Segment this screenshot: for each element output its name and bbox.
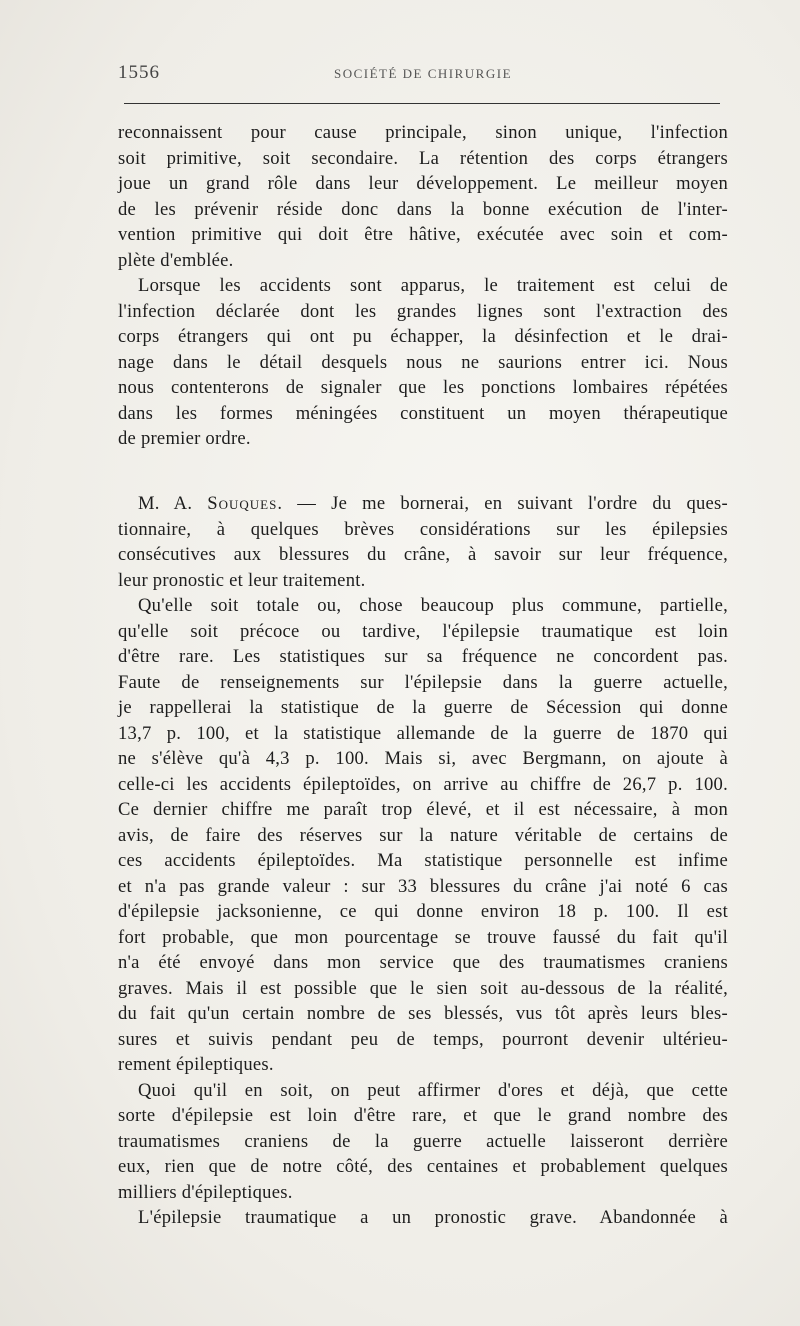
text-line: l'infection déclarée dont les grandes lignes sont l'extraction des	[118, 300, 728, 322]
text-line: d'être rare. Les statistiques sur sa fréquence ne concordent pas.	[118, 646, 728, 667]
text-line: et n'a pas grande valeur : sur 33 blessures du crâne j'ai noté 6 cas	[118, 875, 728, 897]
text-line: Qu'elle soit totale ou, chose beaucoup plus commune, partielle,	[138, 595, 728, 616]
speaker-intro: . — Je me bornerai, en suivant l'ordre du ques-	[277, 493, 728, 514]
text-line: qu'elle soit précoce ou tardive, l'épilepsie traumatique est loin	[118, 620, 728, 642]
text-line: Ce dernier chiffre me paraît trop élevé, et il est nécessaire, à mon	[118, 799, 728, 820]
text-line: milliers d'épileptiques.	[118, 1181, 293, 1203]
text-line: consécutives aux blessures du crâne, à savoir sur leur fréquence,	[118, 544, 728, 565]
text-line: nage dans le détail desquels nous ne saurions entrer ici. Nous	[118, 351, 728, 373]
text-line: tionnaire, à quelques brèves considérations sur les épilepsies	[118, 518, 728, 540]
text-line: plète d'emblée.	[118, 249, 234, 271]
text-line: du fait qu'un certain nombre de ses blessés, vus tôt après leurs bles-	[118, 1003, 728, 1024]
text-line: dans les formes méningées constituent un moyen thérapeutique	[118, 402, 728, 424]
text-line: avis, de faire des réserves sur la nature véritable de certains de	[118, 824, 728, 846]
text-line: eux, rien que de notre côté, des centaines et probablement quelques	[118, 1156, 728, 1177]
page-number: 1556	[118, 62, 160, 83]
text-block-infection	[118, 120, 728, 452]
text-line: Lorsque les accidents sont apparus, le traitement est celui de	[138, 275, 728, 296]
text-line: je rappellerai la statistique de la guerre de Sécession qui donne	[118, 697, 728, 718]
text-line: fort probable, que mon pourcentage se trouve faussé du fait qu'il	[118, 926, 728, 948]
text-line: L'épilepsie traumatique a un pronostic grave. Abandonnée à	[138, 1207, 728, 1228]
text-line: de les prévenir réside donc dans la bonne exécution de l'inter-	[118, 198, 728, 220]
text-line: joue un grand rôle dans leur développement. Le meilleur moyen	[118, 173, 728, 194]
text-line: n'a été envoyé dans mon service que des traumatismes craniens	[118, 952, 728, 973]
text-line: sorte d'épilepsie est loin d'être rare, et que le grand nombre des	[118, 1105, 728, 1126]
text-line: traumatismes craniens de la guerre actuelle laisseront derrière	[118, 1130, 728, 1152]
speaker-line	[118, 491, 728, 517]
text-line: de premier ordre.	[118, 428, 251, 449]
text-line: corps étrangers qui ont pu échapper, la désinfection et le drai-	[118, 326, 728, 347]
speaker-name: Souques	[207, 493, 278, 514]
text-line: rement épileptiques.	[118, 1054, 274, 1075]
text-line: d'épilepsie jacksonienne, ce qui donne environ 18 p. 100. Il est	[118, 901, 728, 922]
speaker-prefix: M. A.	[138, 493, 208, 514]
text-line: nous contenterons de signaler que les ponctions lombaires répétées	[118, 377, 728, 398]
text-line: soit primitive, soit secondaire. La rétention des corps étrangers	[118, 147, 728, 169]
page-header	[118, 62, 728, 92]
text-line: celle-ci les accidents épileptoïdes, on arrive au chiffre de 26,7 p. 100.	[118, 773, 728, 795]
text-line: sures et suivis pendant peu de temps, pourront devenir ultérieu-	[118, 1028, 728, 1050]
text-line: ces accidents épileptoïdes. Ma statistique personnelle est infime	[118, 850, 728, 871]
header-rule	[124, 103, 720, 104]
text-line: 13,7 p. 100, et la statistique allemande de la guerre de 1870 qui	[118, 722, 728, 744]
running-title: SOCIÉTÉ DE CHIRURGIE	[333, 66, 513, 81]
text-line: Faute de renseignements sur l'épilepsie dans la guerre actuelle,	[118, 671, 728, 693]
text-line: reconnaissent pour cause principale, sinon unique, l'infection	[118, 122, 728, 143]
text-block-souques	[118, 491, 728, 1231]
text-line: graves. Mais il est possible que le sien soit au-dessous de la réalité,	[118, 977, 728, 999]
text-line: vention primitive qui doit être hâtive, exécutée avec soin et com-	[118, 224, 728, 245]
text-line: leur pronostic et leur traitement.	[118, 569, 366, 591]
text-line: ne s'élève qu'à 4,3 p. 100. Mais si, avec Bergmann, on ajoute à	[118, 748, 728, 769]
text-line: Quoi qu'il en soit, on peut affirmer d'ores et déjà, que cette	[138, 1079, 728, 1101]
